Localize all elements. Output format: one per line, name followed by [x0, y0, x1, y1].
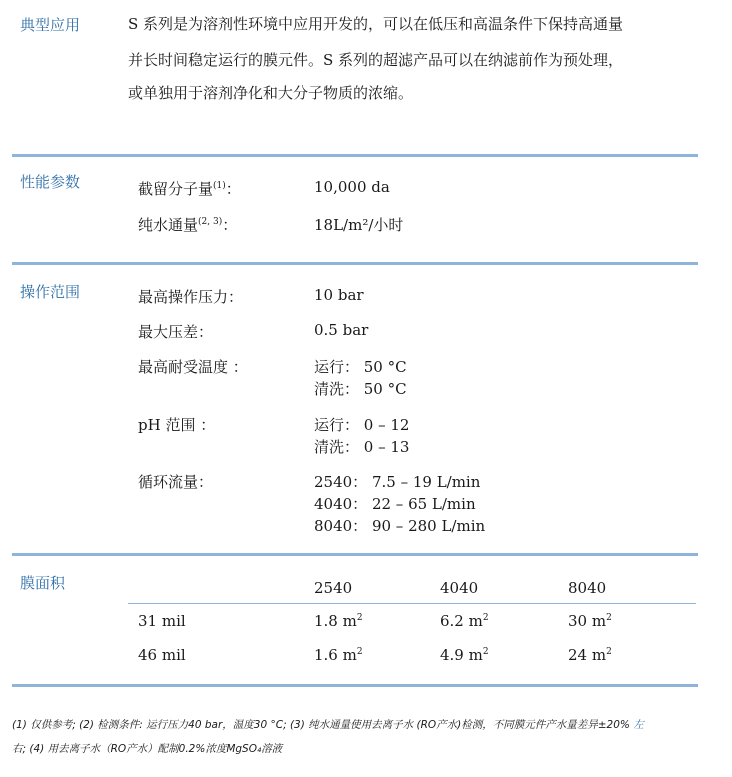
op-flow-label: 循环流量： — [138, 473, 214, 491]
area-table-header-rule — [128, 603, 696, 604]
area-header-4040: 4040 — [440, 579, 479, 597]
area-row-31mil-label: 31 mil — [138, 612, 186, 630]
op-pressure-label: 最高操作压力： — [138, 288, 244, 306]
area-46mil-2540: 1.6 $m^2$ — [314, 646, 363, 664]
area-31mil-8040: 30 $m^2$ — [568, 612, 612, 630]
op-temp-label: 最高耐受温度 ： — [138, 358, 248, 376]
divider-membrane-area — [12, 553, 698, 556]
area-header-2540: 2540 — [314, 579, 353, 597]
op-ph-run: 运行： 0 – 12 — [314, 416, 410, 434]
perf-row-flux-label — [138, 214, 237, 235]
perf-flux-value: 18L/m²/小时 — [314, 216, 404, 234]
divider-footnote — [12, 684, 698, 687]
footnote-line-1-tail: 左 — [633, 719, 644, 731]
area-31mil-2540: 1.8 $m^2$ — [314, 612, 363, 630]
op-ph-label: pH 范围 ： — [138, 416, 216, 434]
perf-mwco-note: (1) — [213, 181, 226, 191]
section-label-applications: 典型应用 — [20, 16, 81, 34]
perf-flux-note: (2, 3) — [198, 217, 223, 227]
op-temp-run: 运行： 50 °C — [314, 358, 407, 376]
perf-mwco-colon: ： — [225, 180, 241, 198]
divider-performance — [12, 154, 698, 157]
op-pressure-value: 10 bar — [314, 286, 364, 304]
area-31mil-4040: 6.2 $m^2$ — [440, 612, 489, 630]
op-flow-4040: 4040： 22 – 65 L/min — [314, 495, 476, 513]
applications-line-2: 并长时间稳定运行的膜元件。S 系列的超滤产品可以在纳滤前作为预处理， — [128, 51, 624, 69]
footnote-line-1-text: (1) 仅供参考; (2) 检测条件: 运行压力40 bar，温度30 °C; (3) 纯水通量使用去离子水 (RO产水)检测，不同膜元件产水量差异±20% — [12, 719, 630, 731]
applications-line-1: S 系列是为溶剂性环境中应用开发的，可以在低压和高温条件下保持高通量 — [128, 15, 624, 33]
area-46mil-4040: 4.9 $m^2$ — [440, 646, 489, 664]
divider-operating — [12, 262, 698, 265]
perf-row-mwco-label — [138, 178, 241, 199]
footnote-line-1 — [12, 717, 644, 732]
section-label-membrane-area: 膜面积 — [20, 574, 66, 592]
area-header-8040: 8040 — [568, 579, 607, 597]
perf-mwco-name: 截留分子量 — [138, 180, 214, 198]
footnote-line-2: 右; (4) 用去离子水（RO产水）配制0.2%浓度MgSO₄溶液 — [12, 743, 283, 755]
section-label-performance: 性能参数 — [20, 173, 81, 191]
applications-line-3: 或单独用于溶剂净化和大分子物质的浓缩。 — [128, 84, 414, 102]
area-46mil-8040: 24 $m^2$ — [568, 646, 612, 664]
op-dp-label: 最大压差： — [138, 323, 214, 341]
op-temp-clean: 清洗： 50 °C — [314, 380, 407, 398]
op-flow-2540: 2540： 7.5 – 19 L/min — [314, 473, 481, 491]
area-row-46mil-label: 46 mil — [138, 646, 186, 664]
op-flow-8040: 8040： 90 – 280 L/min — [314, 517, 486, 535]
op-ph-clean: 清洗： 0 – 13 — [314, 438, 410, 456]
perf-flux-name: 纯水通量 — [138, 216, 199, 234]
op-dp-value: 0.5 bar — [314, 321, 369, 339]
section-label-operating: 操作范围 — [20, 283, 81, 301]
perf-mwco-value: 10,000 da — [314, 178, 390, 196]
perf-flux-colon: ： — [222, 216, 238, 234]
